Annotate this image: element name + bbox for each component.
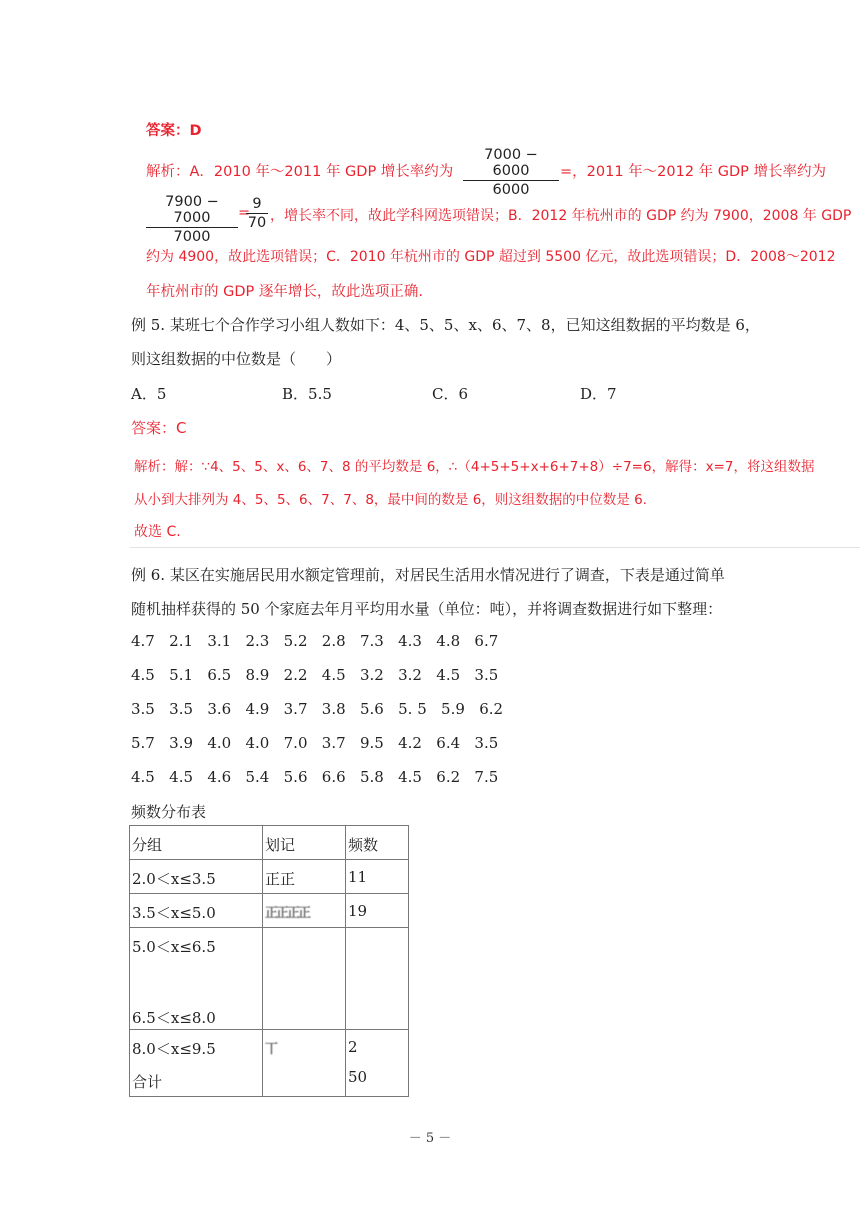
tally-mark: 正正正正 [265,906,310,921]
table-row-merged-total [130,1030,409,1097]
solution-line-3: 约为 4900，故此选项错误；C．2010 年杭州市的 GDP 超过到 5500 亿元，故此选项错误；D．2008～2012 [146,249,836,265]
fraction-1 [463,147,559,198]
group-cell-merged [130,928,263,1030]
table-row [130,894,409,928]
frequency-table [129,825,409,1097]
tally-mark: 丅 [265,1042,277,1057]
table-title: 频数分布表 [131,803,207,821]
option-d: D．7 [580,385,617,403]
group-label: 6.5＜x≤8.0 [132,1009,216,1027]
solution-line-4: 年杭州市的 GDP 逐年增长，故此选项正确. [146,284,423,300]
page-number: － 5 － [408,1131,452,1146]
fraction-3 [246,196,268,231]
table-header-row [130,826,409,860]
data-row-4: 5.7 3.9 4.0 4.0 7.0 3.7 9.5 4.2 6.4 3.5 [131,734,499,752]
data-row-3: 3.5 3.5 3.6 4.9 3.7 3.8 5.6 5. 5 5.9 6.2 [131,700,504,718]
frequency-value: 2 [348,1038,358,1056]
tally-cell [263,1030,346,1097]
solution-line-1b: =，2011 年～2012 年 GDP 增长率约为 [560,164,827,180]
example5-solution-line1: 解析：解：∵4、5、5、x、6、7、8 的平均数是 6，∴（4+5+5+x+6+7+8）÷7=6，解得：x=7，将这组数据 [134,459,815,475]
equals-sign: = [238,205,251,221]
answer-label-4: 答案：D [146,123,202,139]
fraction-2-denominator: 7000 [173,229,211,245]
tally-cell [263,928,346,1030]
frequency-cell [346,928,409,1030]
header-group: 分组 [130,826,263,860]
frequency-cell [346,1030,409,1097]
total-value: 50 [348,1068,368,1086]
group-cell: 3.5＜x≤5.0 [130,894,263,928]
example5-solution-line2: 从小到大排列为 4、5、5、6、7、7、8，最中间的数是 6，则这组数据的中位数是 6. [134,492,647,508]
tally-cell: 正正 [263,860,346,894]
example6-question-line1: 例 6. 某区在实施居民用水额定管理前，对居民生活用水情况进行了调查，下表是通过简单 [131,566,725,584]
example5-question-line2: 则这组数据的中位数是（ ） [131,350,342,368]
frequency-cell: 19 [346,894,409,928]
group-label: 8.0＜x≤9.5 [132,1040,216,1058]
solution-line-1a: 解析：A．2010 年～2011 年 GDP 增长率约为 [146,164,454,180]
answer-label-5: 答案：C [131,419,187,437]
tally-cell [263,894,346,928]
fraction-1-denominator: 6000 [492,182,530,198]
solution-line-2b: ，增长率不同，故此学科网选项错误；B．2012 年杭州市的 GDP 约为 7900，2008 年 GDP [270,208,852,224]
section-divider [130,547,860,548]
data-row-1: 4.7 2.1 3.1 2.3 5.2 2.8 7.3 4.3 4.8 6.7 [131,632,499,650]
fraction-3-numerator: 9 [246,196,268,214]
example5-solution-line3: 故选 C. [134,524,181,540]
group-cell: 2.0＜x≤3.5 [130,860,263,894]
table-row-merged [130,928,409,1030]
header-tally: 划记 [263,826,346,860]
example6-question-line2: 随机抽样获得的 50 个家庭去年月平均用水量（单位：吨），并将调查数据进行如下整理： [131,600,723,618]
data-row-5: 4.5 4.5 4.6 5.4 5.6 6.6 5.8 4.5 6.2 7.5 [131,768,499,786]
option-b: B．5.5 [282,385,332,403]
fraction-1-numerator: 7000 − 6000 [463,147,559,181]
fraction-2-numerator: 7900 − 7000 [146,194,238,228]
fraction-3-denominator: 70 [247,215,267,231]
group-label: 5.0＜x≤6.5 [132,938,216,956]
frequency-cell: 11 [346,860,409,894]
fraction-2 [146,194,238,245]
total-label: 合计 [132,1073,163,1091]
example5-question-line1: 例 5. 某班七个合作学习小组人数如下：4、5、5、x、6、7、8，已知这组数据的平均数是 6， [131,316,760,334]
table-row [130,860,409,894]
header-frequency: 频数 [346,826,409,860]
option-c: C．6 [432,385,469,403]
data-row-2: 4.5 5.1 6.5 8.9 2.2 4.5 3.2 3.2 4.5 3.5 [131,666,499,684]
option-a: A．5 [131,385,167,403]
group-cell-merged [130,1030,263,1097]
